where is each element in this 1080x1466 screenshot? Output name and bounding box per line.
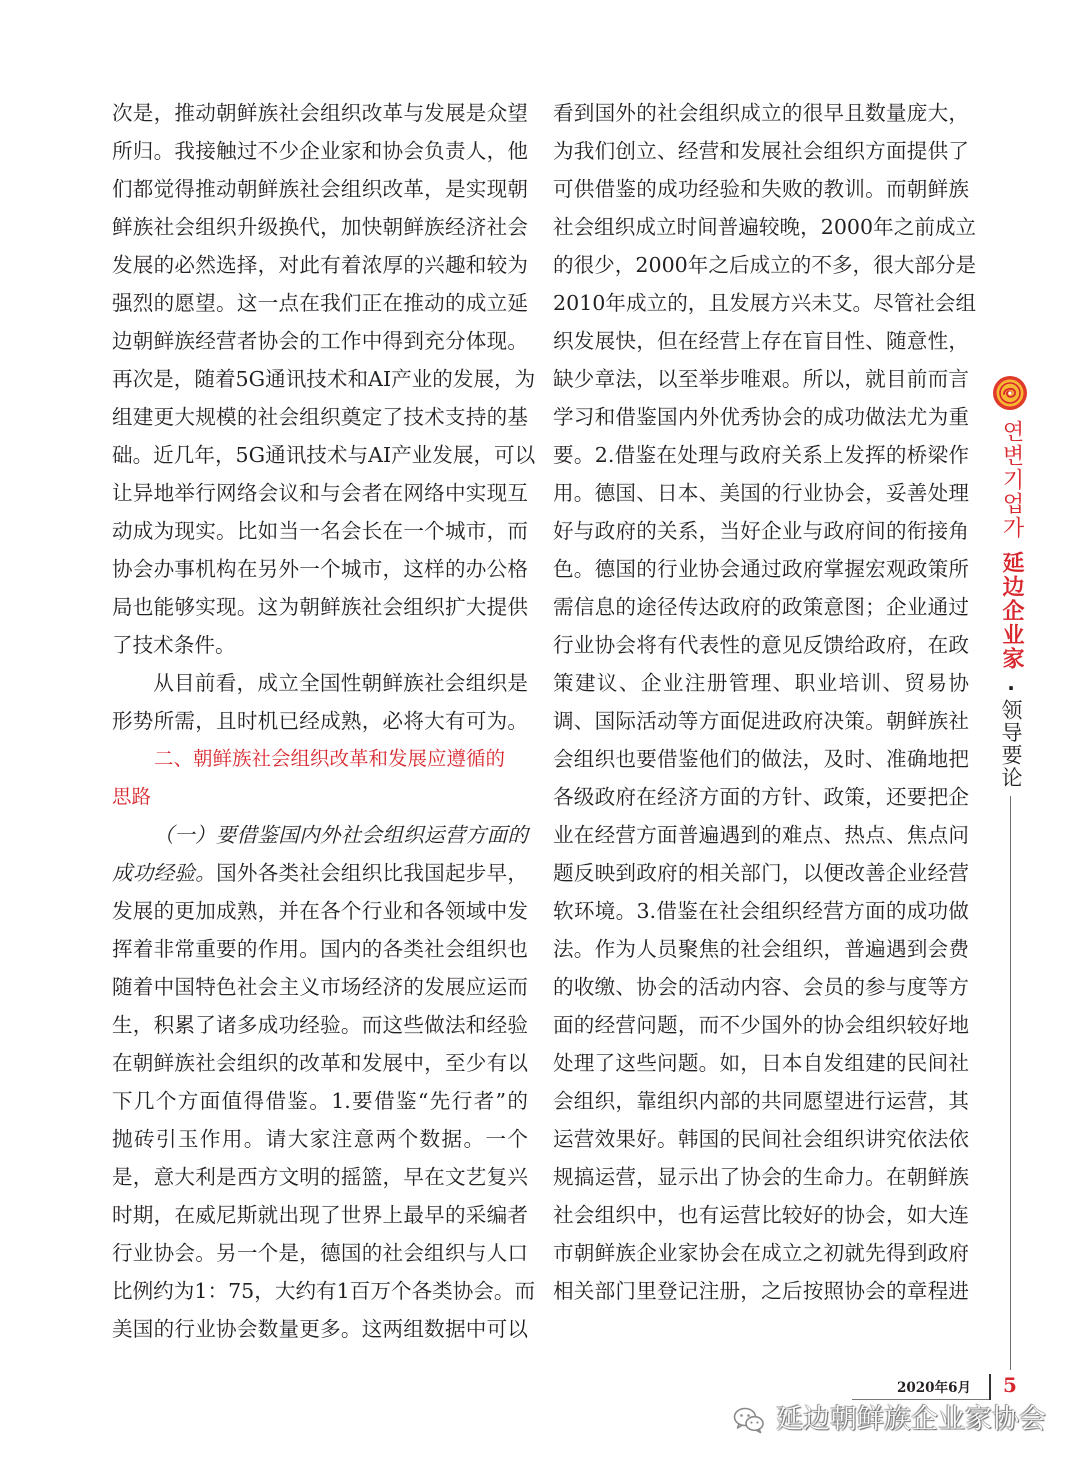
text-line: 形势所需，且时机已经成熟，必将大有可为。	[112, 709, 528, 733]
text-line: 社会组织成立时间普遍较晚，2000年之前成立	[553, 215, 977, 239]
paragraph-2	[112, 664, 528, 740]
magazine-logo-icon	[992, 375, 1028, 411]
text-line: 再次是，随着5G通讯技术和AI产业的发展，为	[112, 367, 536, 391]
text-line: 的收缴、协会的活动内容、会员的参与度等方	[553, 975, 969, 999]
text-line: 抛砖引玉作用。请大家注意两个数据。一个	[112, 1127, 528, 1151]
text-line: 要。2.借鉴在处理与政府关系上发挥的桥梁作	[553, 443, 969, 467]
text-line: 时期，在威尼斯就出现了世界上最早的采编者	[112, 1203, 528, 1227]
footer-issue-date: 2020年6月	[897, 1380, 971, 1396]
text-line: 协会办事机构在另外一个城市，这样的办公格	[112, 557, 528, 581]
text-line: 局也能够实现。这为朝鲜族社会组织扩大提供	[112, 595, 528, 619]
text-line: 用。德国、日本、美国的行业协会，妥善处理	[553, 481, 969, 505]
text-line: 策建议、企业注册管理、职业培训、贸易协	[553, 671, 969, 695]
text-line: 色。德国的行业协会通过政府掌握宏观政策所	[553, 557, 969, 581]
text-line: 规搞运营，显示出了协会的生命力。在朝鲜族	[553, 1165, 969, 1189]
text-line: 运营效果好。韩国的民间社会组织讲究依法依	[553, 1127, 969, 1151]
text-line: 会组织，靠组织内部的共同愿望进行运营，其	[553, 1089, 969, 1113]
text-line: 强烈的愿望。这一点在我们正在推动的成立延	[112, 291, 528, 315]
text-line: 行业协会将有代表性的意见反馈给政府，在政	[553, 633, 969, 657]
page-number: 5	[1003, 1373, 1017, 1397]
text-segment: 国外各类社会组织比我国起步早，	[216, 861, 529, 885]
sidebar-column-name: 领导要论	[999, 699, 1023, 789]
text-line: 下几个方面值得借鉴。1.要借鉴“先行者”的	[112, 1089, 528, 1113]
text-line: 发展的必然选择，对此有着浓厚的兴趣和较为	[112, 253, 528, 277]
text-line: 鲜族社会组织升级换代，加快朝鲜族经济社会	[112, 215, 528, 239]
subsection-1	[112, 816, 536, 1348]
text-line: 处理了这些问题。如，日本自发组建的民间社	[553, 1051, 969, 1075]
text-line: 次是，推动朝鲜族社会组织改革与发展是众望	[112, 101, 528, 125]
text-line: 学习和借鉴国内外优秀协会的成功做法尤为重	[553, 405, 969, 429]
text-line: 动成为现实。比如当一名会长在一个城市，而	[112, 519, 528, 543]
text-line: 组建更大规模的社会组织奠定了技术支持的基	[112, 405, 528, 429]
text-line: 好与政府的关系，当好企业与政府间的衔接角	[553, 519, 969, 543]
text-line: 软环境。3.借鉴在社会组织经营方面的成功做	[553, 899, 969, 923]
wechat-icon	[733, 1406, 765, 1434]
footer-divider	[989, 1374, 991, 1400]
text-line: 业在经营方面普遍遇到的难点、热点、焦点问	[553, 823, 969, 847]
text-line: 发展的更加成熟，并在各个行业和各领域中发	[112, 899, 528, 923]
text-line: 了技术条件。	[112, 633, 236, 657]
watermark-account-name: 延边朝鲜族企业家协会	[776, 1404, 1046, 1435]
text-line: 是，意大利是西方文明的摇篮，早在文艺复兴	[112, 1165, 528, 1189]
text-line: 织发展快，但在经营上存在盲目性、随意性，	[553, 329, 969, 353]
text-line: 市朝鲜族企业家协会在成立之初就先得到政府	[553, 1241, 969, 1265]
text-line: 们都觉得推动朝鲜族社会组织改革，是实现朝	[112, 177, 528, 201]
text-line: 法。作为人员聚焦的社会组织，普遍遇到会费	[553, 937, 969, 961]
footer-rule	[852, 1399, 990, 1400]
text-line: 社会组织中，也有运营比较好的协会，如大连	[553, 1203, 969, 1227]
text-line: 随着中国特色社会主义市场经济的发展应运而	[112, 975, 528, 999]
paragraph-1	[112, 94, 536, 664]
subsection-title-line: （一）要借鉴国内外社会组织运营方面的	[153, 823, 528, 847]
text-line: 所归。我接触过不少企业家和协会负责人，他	[112, 139, 528, 163]
text-line: 相关部门里登记注册，之后按照协会的章程进	[553, 1279, 969, 1303]
sidebar-title-korean: 연변기업가	[999, 420, 1024, 540]
text-line: 会组织也要借鉴他们的做法，及时、准确地把	[553, 747, 969, 771]
text-line: 需信息的途径传达政府的政策意图；企业通过	[553, 595, 969, 619]
section-heading	[112, 740, 528, 816]
sidebar-title-chinese: 延边企业家	[999, 551, 1024, 671]
text-line: 行业协会。另一个是，德国的社会组织与人口	[112, 1241, 528, 1265]
text-line: 的很少，2000年之后成立的不多，很大部分是	[553, 253, 977, 277]
text-line: 看到国外的社会组织成立的很早且数量庞大，	[553, 101, 969, 125]
text-line: 可供借鉴的成功经验和失败的教训。而朝鲜族	[553, 177, 969, 201]
text-line: 缺少章法，以至举步唯艰。所以，就目前而言	[553, 367, 969, 391]
subsection-title-line: 成功经验。	[112, 861, 217, 885]
text-line: 为我们创立、经营和发展社会组织方面提供了	[553, 139, 969, 163]
subsection-body	[112, 892, 536, 1348]
text-line: 边朝鲜族经营者协会的工作中得到充分体现。	[112, 329, 528, 353]
section-heading-line: 二、朝鲜族社会组织改革和发展应遵循的	[154, 747, 506, 770]
text-line: 2010年成立的，且发展方兴未艾。尽管社会组	[553, 291, 977, 315]
text-line: 美国的行业协会数量更多。这两组数据中可以	[112, 1317, 528, 1341]
text-line: 调、国际活动等方面促进政府决策。朝鲜族社	[553, 709, 969, 733]
sidebar-separator: ·	[999, 676, 1023, 700]
text-line: 从目前看，成立全国性朝鲜族社会组织是	[153, 671, 528, 695]
text-line: 生，积累了诸多成功经验。而这些做法和经验	[112, 1013, 528, 1037]
text-line: 面的经营问题，而不少国外的协会组织较好地	[553, 1013, 969, 1037]
text-line: 让异地举行网络会议和与会者在网络中实现互	[112, 481, 528, 505]
text-line: 各级政府在经济方面的方针、政策，还要把企	[553, 785, 969, 809]
text-line	[112, 854, 528, 892]
text-line: 题反映到政府的相关部门，以便改善企业经营	[553, 861, 969, 885]
sidebar-vertical-rule	[1010, 796, 1011, 1370]
right-paragraph	[553, 94, 977, 1310]
left-column	[112, 94, 536, 1348]
text-line: 挥着非常重要的作用。国内的各类社会组织也	[112, 937, 528, 961]
text-line: 础。近几年，5G通讯技术与AI产业发展，可以	[112, 443, 536, 467]
section-heading-line: 思路	[112, 785, 152, 808]
text-line: 在朝鲜族社会组织的改革和发展中，至少有以	[112, 1051, 528, 1075]
right-column	[553, 94, 977, 1310]
text-line: 比例约为1：75，大约有1百万个各类协会。而	[112, 1279, 536, 1303]
